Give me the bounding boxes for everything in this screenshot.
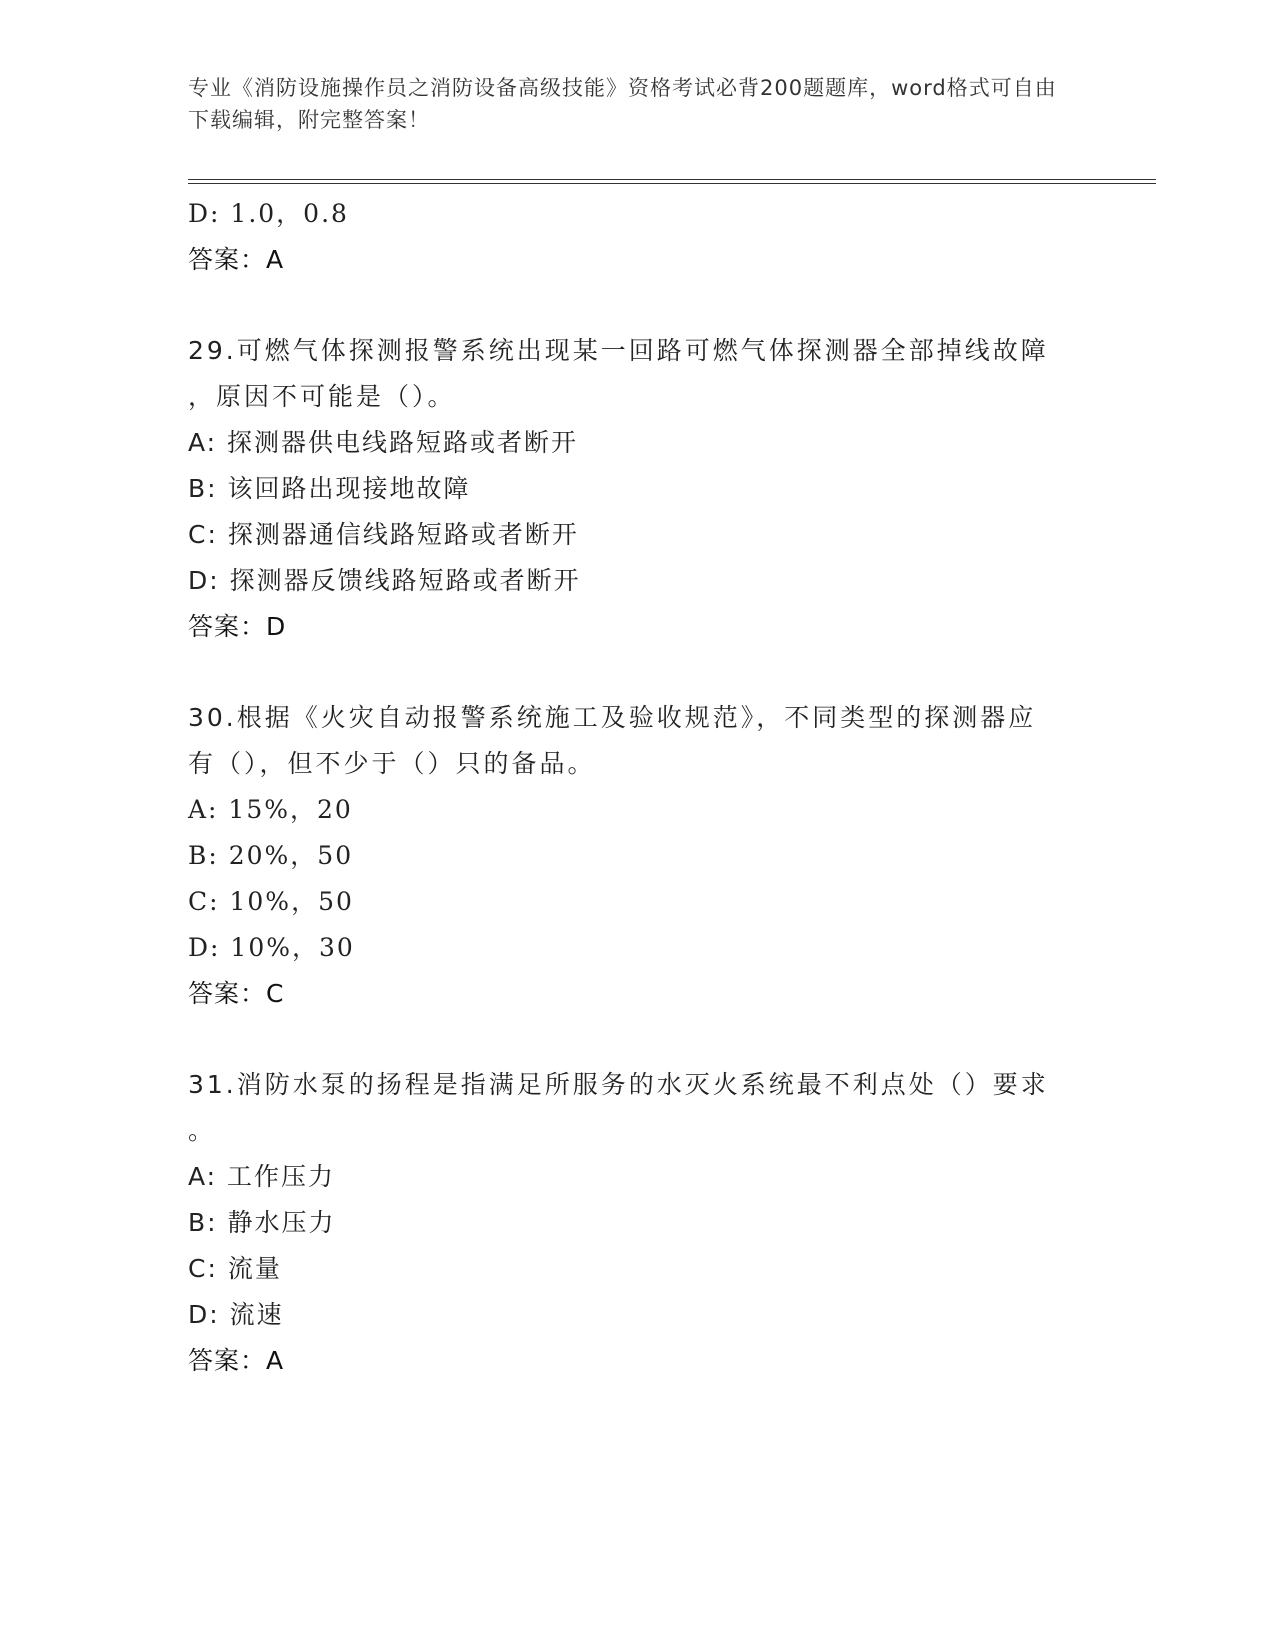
option-c: C: 探测器通信线路短路或者断开 xyxy=(188,520,579,549)
option-d: D: 10%，30 xyxy=(188,933,355,962)
answer: 答案：A xyxy=(188,1346,285,1375)
option-d: D: 探测器反馈线路短路或者断开 xyxy=(188,566,581,595)
spacer xyxy=(188,1017,1088,1062)
spacer xyxy=(188,283,1088,328)
answer-prev: 答案：A xyxy=(188,245,285,274)
option-c: C: 10%，50 xyxy=(188,887,354,916)
question-stem-line: 30.根据《火灾自动报警系统施工及验收规范》，不同类型的探测器应 xyxy=(188,703,1037,732)
header-divider-bottom xyxy=(188,183,1156,184)
question-stem-line: ，原因不可能是（）。 xyxy=(188,382,456,411)
question-content xyxy=(188,191,1088,1384)
spacer xyxy=(188,650,1088,695)
question-31 xyxy=(188,1062,1088,1384)
question-stem-line: 29.可燃气体探测报警系统出现某一回路可燃气体探测器全部掉线故障 xyxy=(188,336,1049,365)
document-header: 专业《消防设施操作员之消防设备高级技能》资格考试必背200题题库，word格式可自由下载编辑，附完整答案！ xyxy=(188,76,1057,132)
question-stem-line: 31.消防水泵的扬程是指满足所服务的水灭火系统最不利点处（）要求 xyxy=(188,1070,1049,1099)
option-b: B: 20%，50 xyxy=(188,841,354,870)
option-c: C: 流量 xyxy=(188,1254,282,1283)
option-b: B: 该回路出现接地故障 xyxy=(188,474,471,503)
question-stem-line: 。 xyxy=(188,1116,217,1145)
question-stem-line: 有（），但不少于（）只的备品。 xyxy=(188,749,596,778)
answer: 答案：D xyxy=(188,612,287,641)
header-divider-top xyxy=(188,179,1156,180)
answer: 答案：C xyxy=(188,979,285,1008)
option-b: B: 静水压力 xyxy=(188,1208,336,1237)
question-30 xyxy=(188,695,1088,1017)
option-a: A: 15%，20 xyxy=(188,795,353,824)
option-d: D: 流速 xyxy=(188,1300,284,1329)
option-d-prev: D: 1.0，0.8 xyxy=(188,199,349,228)
option-a: A: 探测器供电线路短路或者断开 xyxy=(188,428,579,457)
question-29 xyxy=(188,328,1088,650)
option-a: A: 工作压力 xyxy=(188,1162,336,1191)
